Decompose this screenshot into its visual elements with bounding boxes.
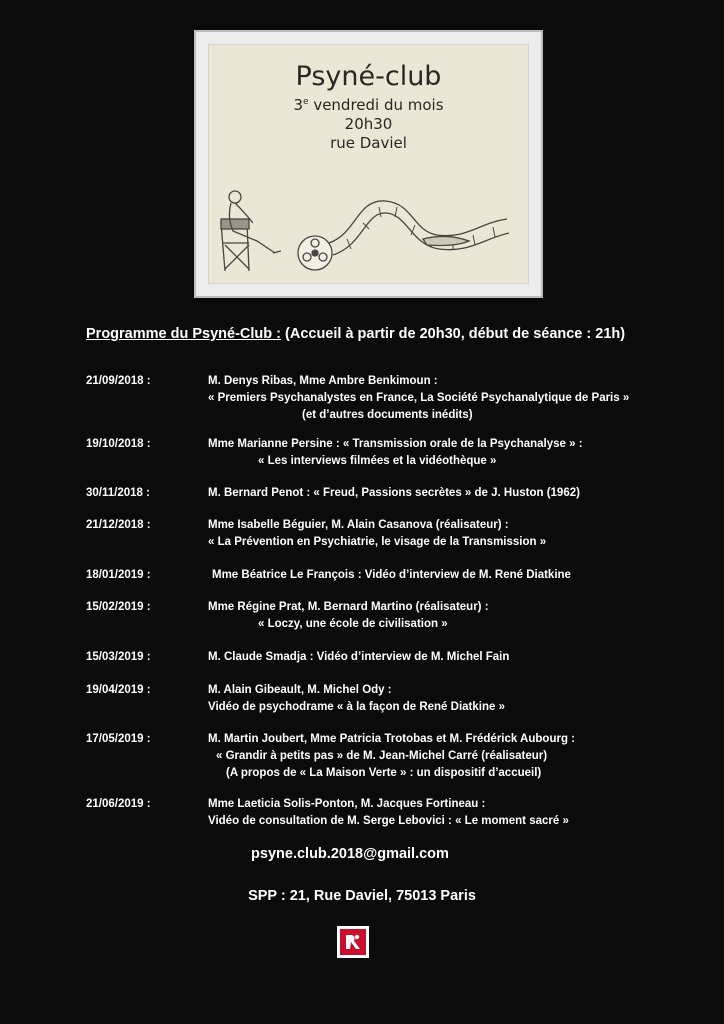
poster-text — [209, 61, 528, 153]
spp-logo — [337, 926, 369, 958]
contact-email[interactable]: psyne.club.2018@gmail.com — [251, 846, 449, 862]
entry-line: « Loczy, une école de civilisation » — [258, 618, 448, 630]
programme-heading-details: (Accueil à partir de 20h30, début de séance : 21h) — [280, 326, 626, 342]
entry-date: 21/06/2019 : — [86, 798, 151, 810]
contact-address: SPP : 21, Rue Daviel, 75013 Paris — [248, 888, 476, 904]
entry-date: 18/01/2019 : — [86, 569, 151, 581]
entry-line: M. Bernard Penot : « Freud, Passions secrètes » de J. Huston (1962) — [208, 487, 580, 499]
entry-line: « Premiers Psychanalystes en France, La Société Psychanalytique de Paris » — [208, 392, 630, 404]
entry-line: M. Martin Joubert, Mme Patricia Trotobas et M. Frédérick Aubourg : — [208, 733, 575, 745]
entry-line: Mme Laeticia Solis-Ponton, M. Jacques Fortineau : — [208, 798, 486, 810]
programme-heading-title: Programme du Psyné-Club : — [86, 326, 281, 342]
entry-line: Mme Marianne Persine : « Transmission orale de la Psychanalyse » : — [208, 438, 583, 450]
entry-date: 21/09/2018 : — [86, 375, 151, 387]
entry-date: 19/10/2018 : — [86, 438, 151, 450]
entry-line: Mme Isabelle Béguier, M. Alain Casanova (réalisateur) : — [208, 519, 509, 531]
director-chair-drawing — [221, 191, 281, 271]
poster-drawing — [217, 183, 517, 281]
entry-date: 21/12/2018 : — [86, 519, 151, 531]
entry-date: 30/11/2018 : — [86, 487, 150, 499]
poster-frame — [194, 30, 543, 298]
entry-line: Mme Béatrice Le François : Vidéo d’interview de M. René Diatkine — [212, 569, 571, 581]
entry-line: « Grandir à petits pas » de M. Jean-Michel Carré (réalisateur) — [216, 750, 548, 762]
poster-place: rue Daviel — [330, 134, 407, 152]
entry-date: 19/04/2019 : — [86, 684, 151, 696]
entry-line: Vidéo de psychodrame « à la façon de René Diatkine » — [208, 701, 505, 713]
entry-date: 15/03/2019 : — [86, 651, 151, 663]
spp-logo-icon — [340, 929, 366, 955]
entry-line: Mme Régine Prat, M. Bernard Martino (réalisateur) : — [208, 601, 489, 613]
programme-heading — [86, 326, 686, 342]
poster-canvas — [208, 44, 529, 284]
poster-title: Psyné-club — [295, 61, 442, 92]
entry-line: (A propos de « La Maison Verte » : un dispositif d’accueil) — [226, 767, 542, 779]
entry-line: « Les interviews filmées et la vidéothèque » — [258, 455, 497, 467]
entry-line: « La Prévention en Psychiatrie, le visage de la Transmission » — [208, 536, 547, 548]
film-reel-drawing — [298, 236, 332, 270]
film-strip-drawing — [329, 201, 509, 255]
entry-line: (et d’autres documents inédits) — [302, 409, 473, 421]
entry-date: 15/02/2019 : — [86, 601, 151, 613]
entry-line: M. Denys Ribas, Mme Ambre Benkimoun : — [208, 375, 438, 387]
poster-time: 20h30 — [344, 115, 393, 133]
entry-line: M. Claude Smadja : Vidéo d’interview de M. Michel Fain — [208, 651, 510, 663]
entry-date: 17/05/2019 : — [86, 733, 151, 745]
entry-line: Vidéo de consultation de M. Serge Lebovici : « Le moment sacré » — [208, 815, 569, 827]
poster-schedule: 3e vendredi du mois — [293, 96, 444, 114]
entry-line: M. Alain Gibeault, M. Michel Ody : — [208, 684, 392, 696]
